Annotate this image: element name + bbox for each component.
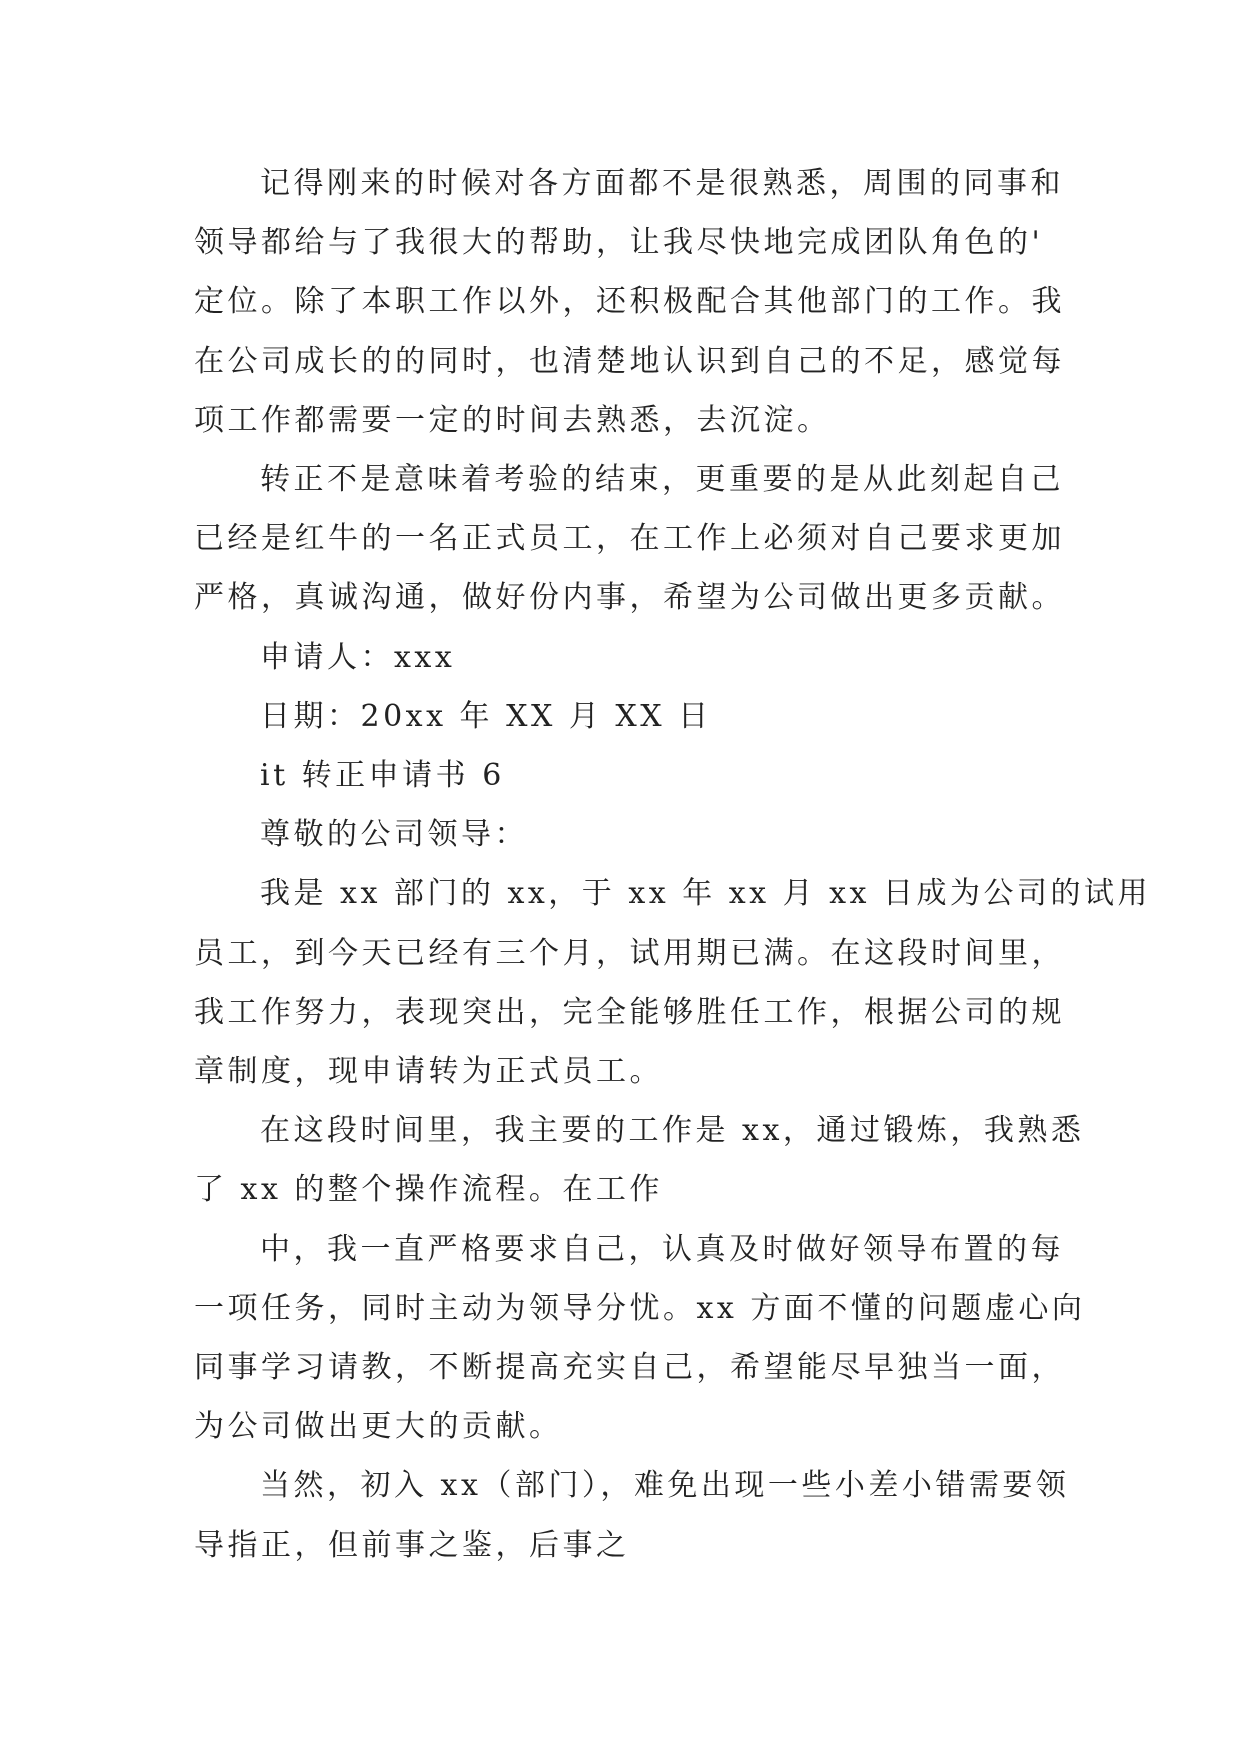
- paragraph-regularization: [194, 450, 1074, 628]
- text-line: 章制度，现申请转为正式员工。: [194, 1054, 663, 1090]
- text-line: 在这段时间里，我主要的工作是 xx，通过锻炼，我熟悉: [260, 1113, 1085, 1149]
- paragraph-shortcomings: [194, 1456, 1074, 1574]
- text-line: 尊敬的公司领导：: [260, 817, 528, 853]
- text-line: 已经是红牛的一名正式员工，在工作上必须对自己要求更加: [194, 521, 1065, 557]
- text-line: 定位。除了本职工作以外，还积极配合其他部门的工作。我: [194, 284, 1065, 320]
- document-body: [194, 154, 1152, 1575]
- text-line: 日期：20xx 年 XX 月 XX 日: [260, 698, 712, 734]
- applicant-line: [194, 628, 1074, 687]
- paragraph-intro: [194, 154, 1074, 450]
- paragraph-self-intro: [194, 864, 1152, 1101]
- text-line: 严格，真诚沟通，做好份内事，希望为公司做出更多贡献。: [194, 580, 1065, 616]
- text-line: 领导都给与了我很大的帮助，让我尽快地完成团队角色的': [194, 225, 1044, 261]
- text-line: 导指正，但前事之鉴，后事之: [194, 1527, 630, 1563]
- text-line: 我是 xx 部门的 xx，于 xx 年 xx 月 xx 日成为公司的试用: [260, 876, 1152, 912]
- text-line: 一项任务，同时主动为领导分忧。xx 方面不懂的问题虚心向: [194, 1290, 1086, 1326]
- text-line: 记得刚来的时候对各方面都不是很熟悉，周围的同事和: [260, 166, 1064, 201]
- text-line: 中，我一直严格要求自己，认真及时做好领导布置的每: [260, 1231, 1064, 1267]
- text-line: 当然，初入 xx（部门），难免出现一些小差小错需要领: [260, 1468, 1070, 1504]
- text-line: 转正不是意味着考验的结束，更重要的是从此刻起自己: [260, 462, 1064, 498]
- text-line: 了 xx 的整个操作流程。在工作: [194, 1172, 663, 1208]
- section-title: [194, 746, 1074, 805]
- salutation: [194, 805, 1074, 864]
- paragraph-attitude: [194, 1220, 1086, 1457]
- paragraph-main-work: [194, 1101, 1085, 1219]
- text-line: 员工，到今天已经有三个月，试用期已满。在这段时间里，: [194, 935, 1065, 971]
- text-line: 为公司做出更大的贡献。: [194, 1409, 563, 1445]
- text-line: 同事学习请教，不断提高充实自己，希望能尽早独当一面，: [194, 1350, 1065, 1386]
- date-line: [194, 687, 1074, 746]
- text-line: it 转正申请书 6: [260, 758, 505, 794]
- text-line: 我工作努力，表现突出，完全能够胜任工作，根据公司的规: [194, 994, 1065, 1030]
- text-line: 在公司成长的的同时，也清楚地认识到自己的不足，感觉每: [194, 343, 1065, 379]
- text-line: 项工作都需要一定的时间去熟悉，去沉淀。: [194, 402, 831, 438]
- text-line: 申请人：xxx: [260, 639, 456, 675]
